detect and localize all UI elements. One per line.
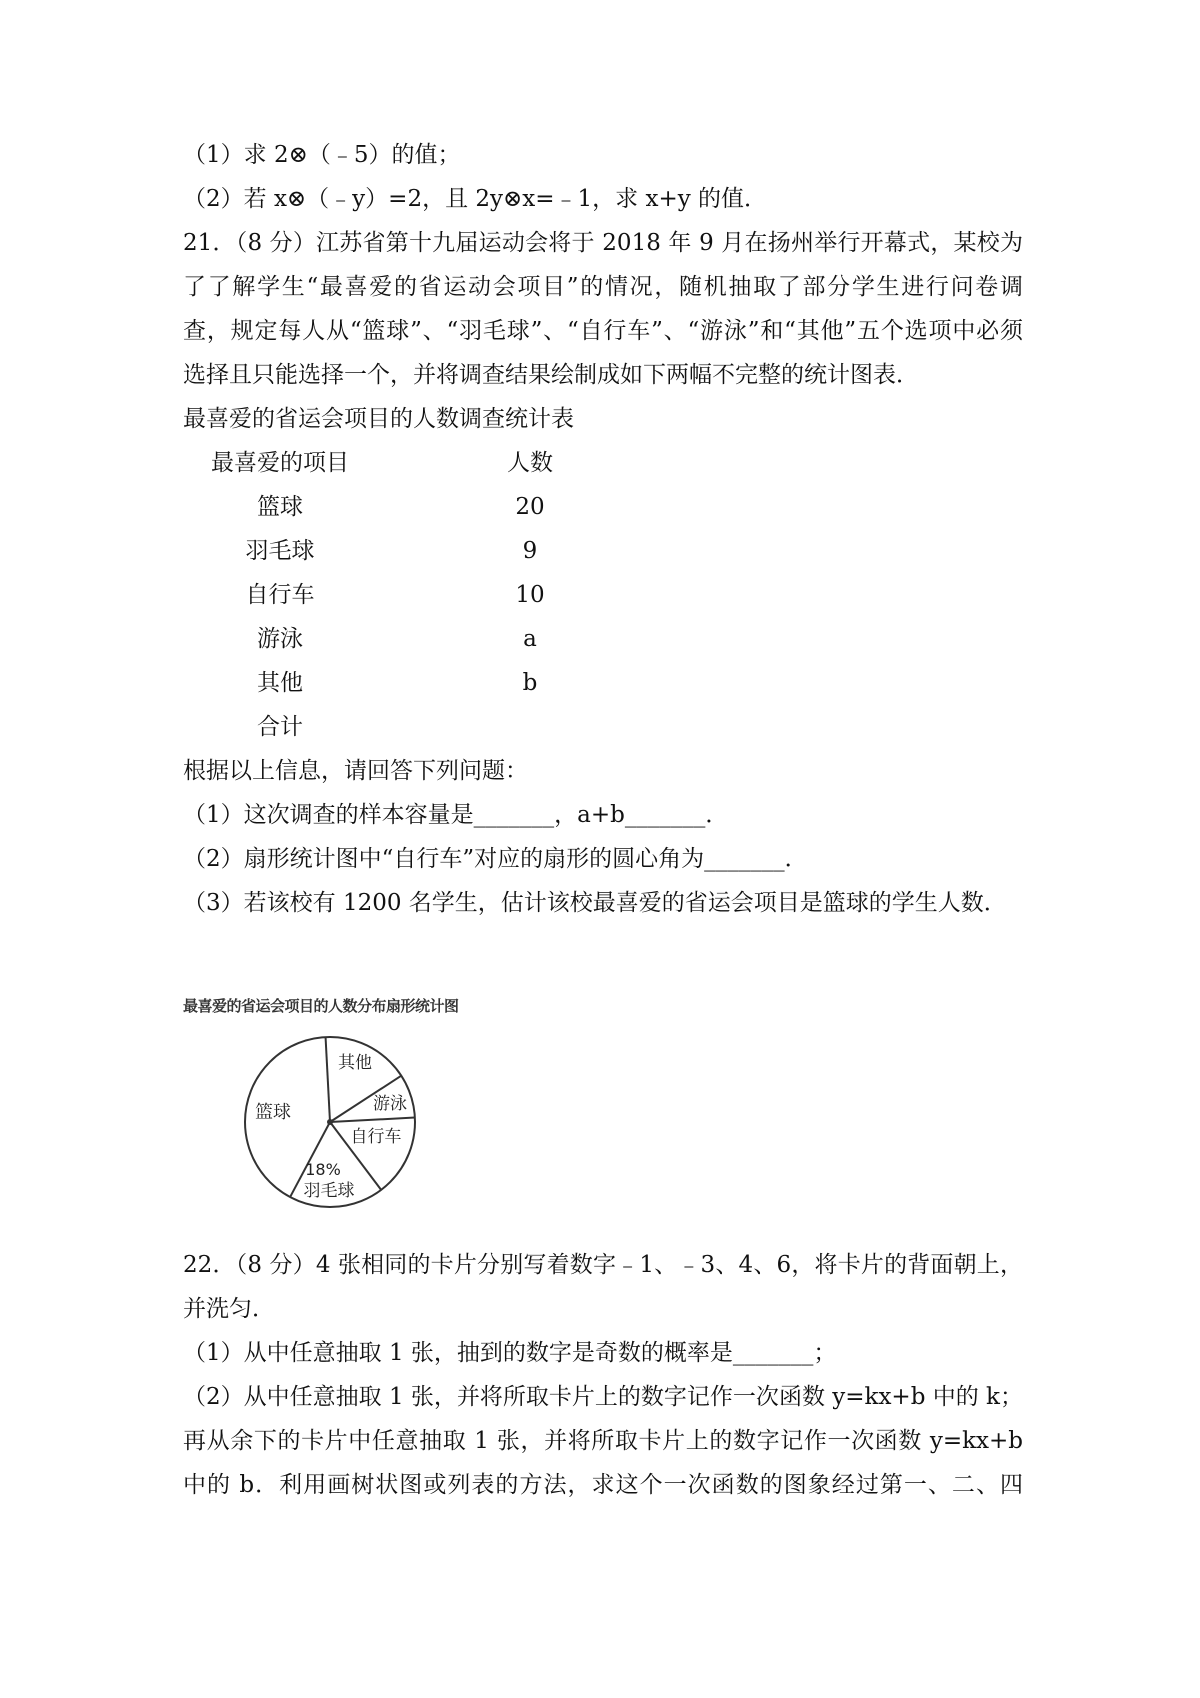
q22-part2-line3: 中的 b．利用画树状图或列表的方法，求这个一次函数的图象经过第一、二、四 bbox=[183, 1472, 1023, 1498]
table-cell-item: 其他 bbox=[257, 670, 303, 696]
table-cell-count: 9 bbox=[522, 538, 538, 564]
table-cell-item: 游泳 bbox=[257, 626, 303, 652]
q22-stem-line1: 22．（8 分）4 张相同的卡片分别写着数字﹣1、﹣3、4、6，将卡片的背面朝上， bbox=[183, 1252, 1023, 1278]
questions-intro: 根据以上信息，请回答下列问题： bbox=[183, 758, 528, 784]
pie-slice-percent-label: 18% bbox=[305, 1160, 341, 1179]
table-title: 最喜爱的省运会项目的人数调查统计表 bbox=[183, 406, 574, 432]
q20-part1: （1）求 2⊗（﹣5）的值； bbox=[183, 142, 461, 168]
q21-stem-line2: 了了解学生“最喜爱的省运动会项目”的情况，随机抽取了部分学生进行问卷调 bbox=[183, 274, 1023, 300]
q22-part1: （1）从中任意抽取 1 张，抽到的数字是奇数的概率是_______； bbox=[183, 1340, 837, 1366]
table-cell-count: a bbox=[523, 626, 537, 652]
pie-slice-label: 自行车 bbox=[350, 1127, 402, 1147]
q21-part1: （1）这次调查的样本容量是_______，a+b_______． bbox=[183, 802, 729, 828]
chart-title: 最喜爱的省运会项目的人数分布扇形统计图 bbox=[183, 997, 459, 1015]
q21-part3: （3）若该校有 1200 名学生，估计该校最喜爱的省运会项目是篮球的学生人数． bbox=[183, 890, 1007, 916]
table-cell-item: 合计 bbox=[257, 714, 303, 740]
pie-chart bbox=[240, 1018, 470, 1248]
table-cell-count: 10 bbox=[515, 582, 545, 608]
table-cell-count: 20 bbox=[515, 494, 545, 520]
pie-slice-label: 其他 bbox=[338, 1053, 372, 1073]
q21-stem-line3: 查，规定每人从“篮球”、“羽毛球”、“自行车”、“游泳”和“其他”五个选项中必须 bbox=[183, 318, 1023, 344]
q22-part2-line2: 再从余下的卡片中任意抽取 1 张，并将所取卡片上的数字记作一次函数 y=kx+b bbox=[183, 1428, 1023, 1454]
pie-slice-label: 羽毛球 bbox=[303, 1181, 355, 1201]
table-header-item: 最喜爱的项目 bbox=[211, 450, 349, 476]
q21-stem-line4: 选择且只能选择一个，并将调查结果绘制成如下两幅不完整的统计图表． bbox=[183, 362, 919, 388]
table-cell-item: 羽毛球 bbox=[245, 538, 315, 564]
q22-part2-line1: （2）从中任意抽取 1 张，并将所取卡片上的数字记作一次函数 y=kx+b 中的 k； bbox=[183, 1384, 1023, 1410]
table-cell-item: 自行车 bbox=[245, 582, 315, 608]
table-cell-item: 篮球 bbox=[257, 494, 303, 520]
table-header-count: 人数 bbox=[507, 450, 553, 476]
pie-slice-label: 篮球 bbox=[255, 1102, 291, 1123]
pie-slice-label: 游泳 bbox=[373, 1094, 407, 1114]
q20-part2: （2）若 x⊗（﹣y）=2，且 2y⊗x=﹣1，求 x+y 的值． bbox=[183, 186, 768, 212]
q21-stem-line1: 21．（8 分）江苏省第十九届运动会将于 2018 年 9 月在扬州举行开幕式，某校为 bbox=[183, 230, 1023, 256]
q21-part2: （2）扇形统计图中“自行车”对应的扇形的圆心角为_______． bbox=[183, 846, 808, 872]
table-cell-count: b bbox=[522, 670, 538, 696]
pie-center bbox=[327, 1119, 333, 1125]
q22-stem-line2: 并洗匀． bbox=[183, 1296, 275, 1322]
